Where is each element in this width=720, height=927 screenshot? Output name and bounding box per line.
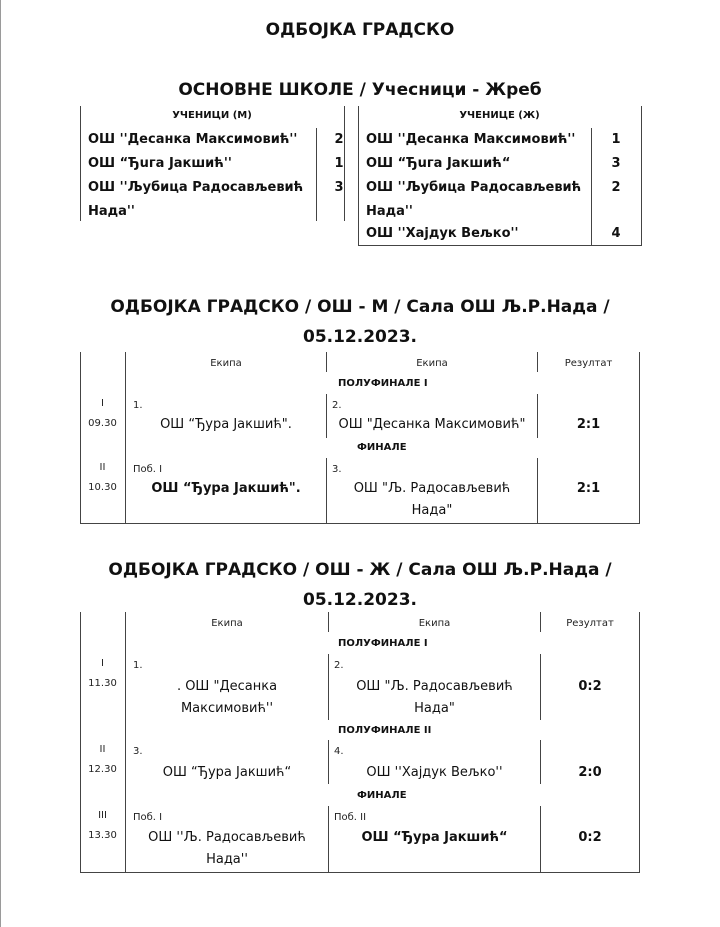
match-time: 10.30 [88, 482, 117, 493]
phase-label: ПОЛУФИНАЛЕ I [338, 638, 428, 649]
match-time: 09.30 [88, 418, 117, 429]
col-header-team1: Екипа [210, 358, 242, 369]
col-header-team2: Екипа [418, 618, 451, 629]
team1: ОШ “Ђура Јакшић“ [162, 765, 292, 780]
draw-number: 1 [334, 156, 344, 171]
girls-schedule-title-line1: ОДБОЈКА ГРАДСКО / ОШ - Ж / Сала ОШ Љ.Р.Нада / [108, 560, 612, 580]
boys-schedule-table [80, 352, 640, 524]
seed-label: 2. [334, 660, 344, 671]
seed-label: 1. [133, 660, 143, 671]
team1: ОШ “Ђура Јакшић". [160, 417, 292, 432]
team1: ОШ “Ђура Јакшић". [151, 481, 301, 496]
match-time: 12.30 [88, 764, 117, 775]
draw-title: ОСНОВНЕ ШКОЛЕ / Учесници - Жреб [178, 80, 542, 100]
seed-label: Поб. I [133, 464, 163, 475]
match-result: 2:1 [576, 417, 601, 432]
match-time: 11.30 [88, 678, 117, 689]
team2: ОШ “Ђура Јакшић“ [361, 830, 508, 845]
boys-schedule-title [0, 292, 720, 352]
boys-draw-table [80, 106, 345, 221]
team2: ОШ ''Хајдук Вељко'' [366, 765, 503, 780]
seed-label: Поб. II [334, 812, 367, 823]
match-result: 0:2 [578, 679, 602, 694]
seed-label: 4. [334, 746, 344, 757]
school-name: ОШ ''Љубица Радосављевић [88, 180, 304, 195]
phase-label: ФИНАЛЕ [357, 442, 407, 453]
girls-schedule-table [80, 612, 640, 873]
team1-cont: Нада'' [206, 852, 248, 867]
seed-label: 3. [133, 746, 143, 757]
match-result: 2:1 [576, 481, 601, 496]
col-header-result: Резултат [564, 358, 613, 369]
draw-number: 2 [611, 180, 621, 195]
phase-label: ПОЛУФИНАЛЕ II [338, 725, 432, 736]
match-result: 2:0 [578, 765, 602, 780]
match-time: 13.30 [88, 830, 117, 841]
round-label: I [101, 658, 104, 669]
phase-label: ПОЛУФИНАЛЕ I [338, 378, 428, 389]
page-left-edge [0, 0, 1, 927]
round-label: II [99, 462, 106, 473]
main-title: ОДБОЈКА ГРАДСКО [265, 20, 455, 40]
team1-cont: Максимовић'' [180, 701, 274, 716]
school-name-cont: Нада'' [88, 204, 135, 219]
round-label: III [98, 810, 107, 821]
team1: ОШ ''Љ. Радосављевић [148, 830, 306, 845]
team2-cont: Нада" [411, 503, 453, 518]
draw-number: 3 [334, 180, 344, 195]
round-label: I [101, 398, 104, 409]
school-name: ОШ “Ђuга Јакшић“ [366, 156, 511, 171]
round-label: II [99, 744, 106, 755]
boys-schedule-title-line1: ОДБОЈКА ГРАДСКО / ОШ - М / Сала ОШ Љ.Р.Нада / [110, 297, 610, 317]
school-name-cont: Нада'' [366, 204, 413, 219]
team2: ОШ "Љ. Радосављевић [353, 481, 511, 496]
team2: ОШ "Љ. Радосављевић [356, 679, 513, 694]
school-name: ОШ ''Десанка Максимовић'' [366, 132, 576, 147]
seed-label: 2. [332, 400, 342, 411]
boys-schedule-title-line2: 05.12.2023. [302, 327, 417, 347]
school-name: ОШ ''Хајдук Вељко'' [366, 226, 519, 241]
team2: ОШ "Десанка Максимовић" [338, 417, 526, 432]
school-name: ОШ “Ђuга Јакшић'' [88, 156, 232, 171]
boys-draw-header: УЧЕНИЦИ (М) [172, 110, 252, 121]
draw-number: 1 [611, 132, 621, 147]
match-result: 0:2 [578, 830, 602, 845]
draw-number: 3 [611, 156, 621, 171]
team2-cont: Нада" [414, 701, 455, 716]
girls-draw-header: УЧЕНИЦЕ (Ж) [459, 110, 540, 121]
team1: . ОШ "Десанка [176, 679, 278, 694]
seed-label: 3. [332, 464, 342, 475]
school-name: ОШ ''Десанка Максимовић'' [88, 132, 298, 147]
seed-label: Поб. I [133, 812, 163, 823]
draw-number: 4 [611, 226, 621, 241]
col-header-team1: Екипа [211, 618, 243, 629]
school-name: ОШ ''Љубица Радосављевић [366, 180, 582, 195]
girls-schedule-title-line2: 05.12.2023. [302, 590, 417, 610]
seed-label: 1. [133, 400, 143, 411]
girls-schedule-title [0, 555, 720, 615]
phase-label: ФИНАЛЕ [357, 790, 407, 801]
girls-draw-table [358, 106, 642, 246]
col-header-result: Резултат [566, 618, 614, 629]
draw-number: 2 [334, 132, 344, 147]
col-header-team2: Екипа [416, 358, 448, 369]
